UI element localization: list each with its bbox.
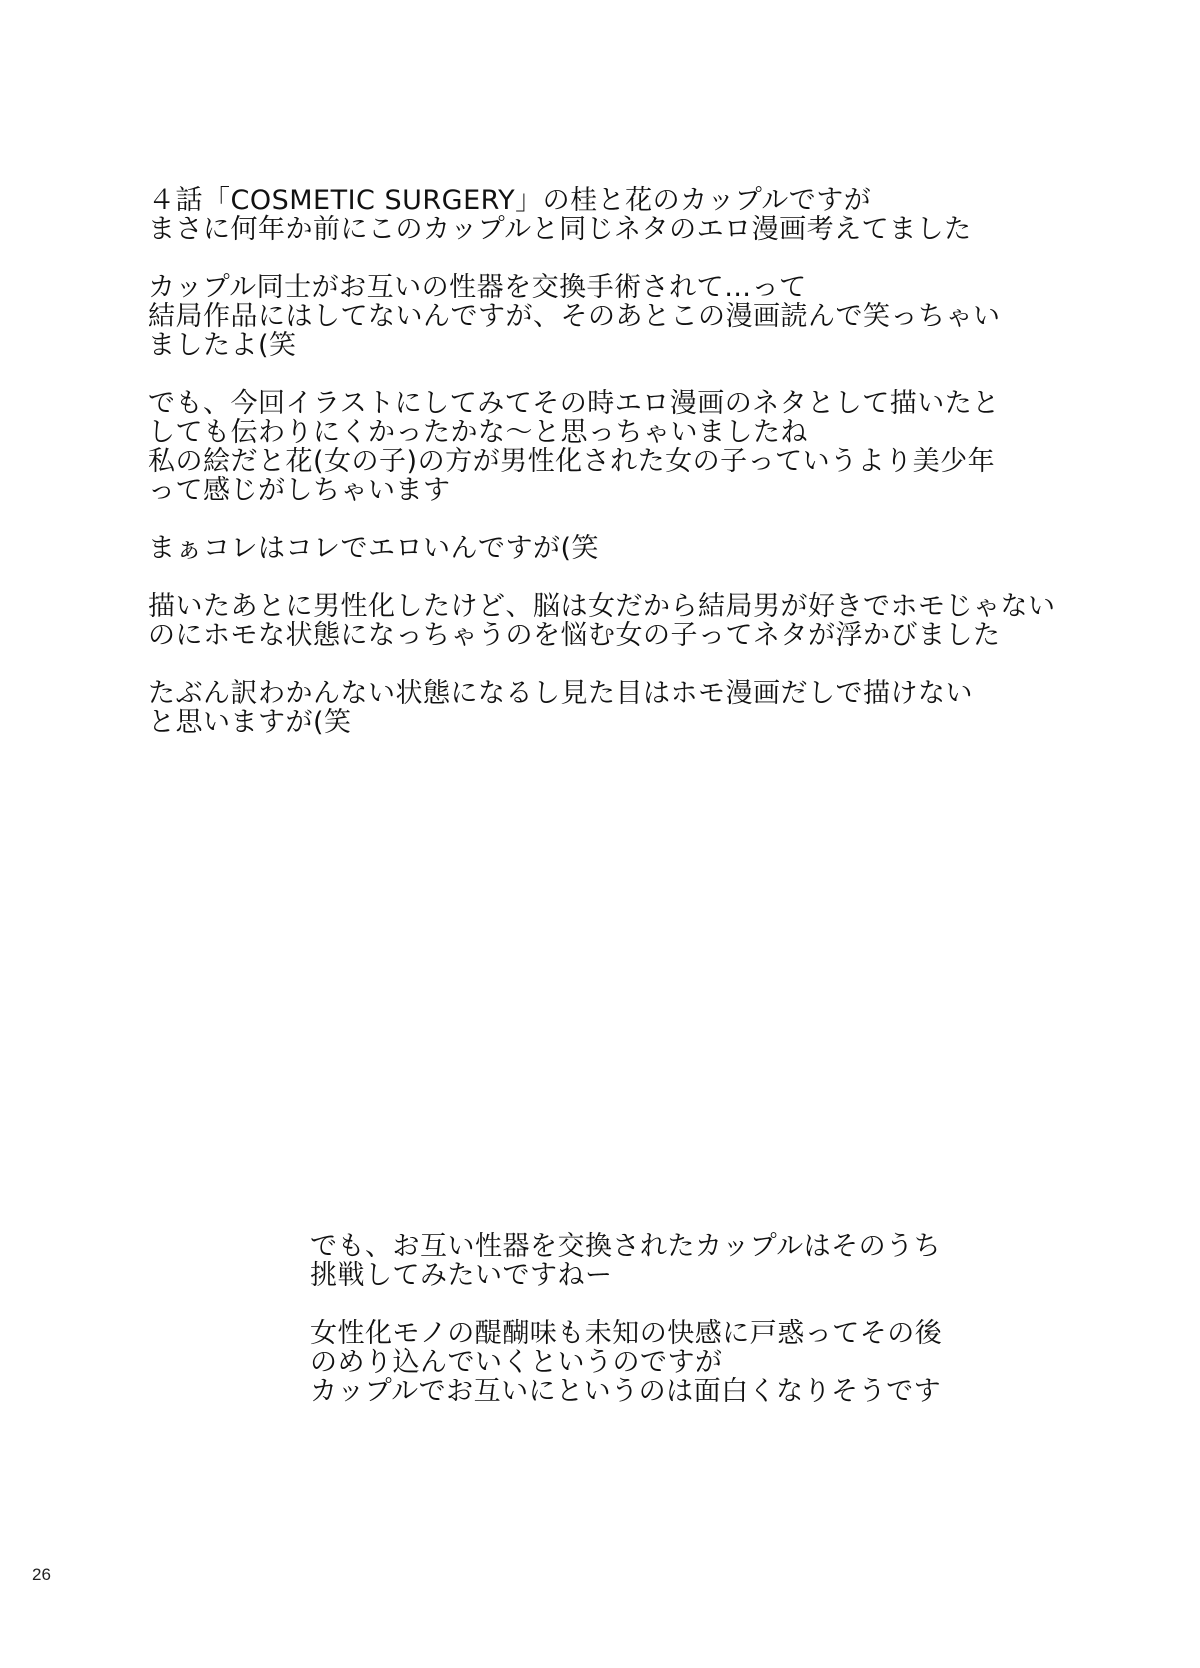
text-line: 挑戦してみたいですねー xyxy=(310,1260,613,1291)
text-line: って感じがしちゃいます xyxy=(148,475,451,506)
text-line: カップル同士がお互いの性器を交換手術されて…って xyxy=(148,272,807,303)
text-line: 女性化モノの醍醐味も未知の快感に戸惑ってその後 xyxy=(310,1318,943,1349)
text-line: たぶん訳わかんない状態になるし見た目はホモ漫画だしで描けない xyxy=(148,678,973,709)
text-line: 描いたあとに男性化したけど、脳は女だから結局男が好きでホモじゃない xyxy=(148,591,1056,622)
text-line: でも、今回イラストにしてみてその時エロ漫画のネタとして描いたと xyxy=(148,388,1000,419)
paragraph-4 xyxy=(148,534,1128,563)
text-line: ４話「COSMETIC SURGERY」の桂と花のカップルですが xyxy=(148,185,872,216)
paragraph-6 xyxy=(148,679,1128,737)
paragraph-3 xyxy=(148,389,1128,505)
text-line: と思いますが(笑 xyxy=(148,707,352,738)
text-line: のめり込んでいくというのですが xyxy=(310,1347,723,1378)
text-line: のにホモな状態になっちゃうのを悩む女の子ってネタが浮かびました xyxy=(148,620,1001,651)
text-line: 私の絵だと花(女の子)の方が男性化された女の子っていうより美少年 xyxy=(148,446,996,477)
paragraph-7 xyxy=(310,1232,1130,1290)
paragraph-1 xyxy=(148,186,1128,244)
text-line: しても伝わりにくかったかな～と思っちゃいましたね xyxy=(148,417,808,448)
text-line: 結局作品にはしてないんですが、そのあとこの漫画読んで笑っちゃい xyxy=(148,301,1001,332)
paragraph-2 xyxy=(148,273,1128,360)
main-text-block xyxy=(148,186,1128,766)
text-line: まさに何年か前にこのカップルと同じネタのエロ漫画考えてました xyxy=(148,214,972,245)
secondary-text-block xyxy=(310,1232,1130,1435)
page-number: 26 xyxy=(32,1565,51,1584)
paragraph-5 xyxy=(148,592,1128,650)
text-line: カップルでお互いにというのは面白くなりそうです xyxy=(310,1376,942,1407)
paragraph-8 xyxy=(310,1319,1130,1406)
text-line: ましたよ(笑 xyxy=(148,330,297,361)
text-line: まぁコレはコレでエロいんですが(笑 xyxy=(148,533,600,564)
text-line: でも、お互い性器を交換されたカップルはそのうち xyxy=(310,1231,942,1262)
